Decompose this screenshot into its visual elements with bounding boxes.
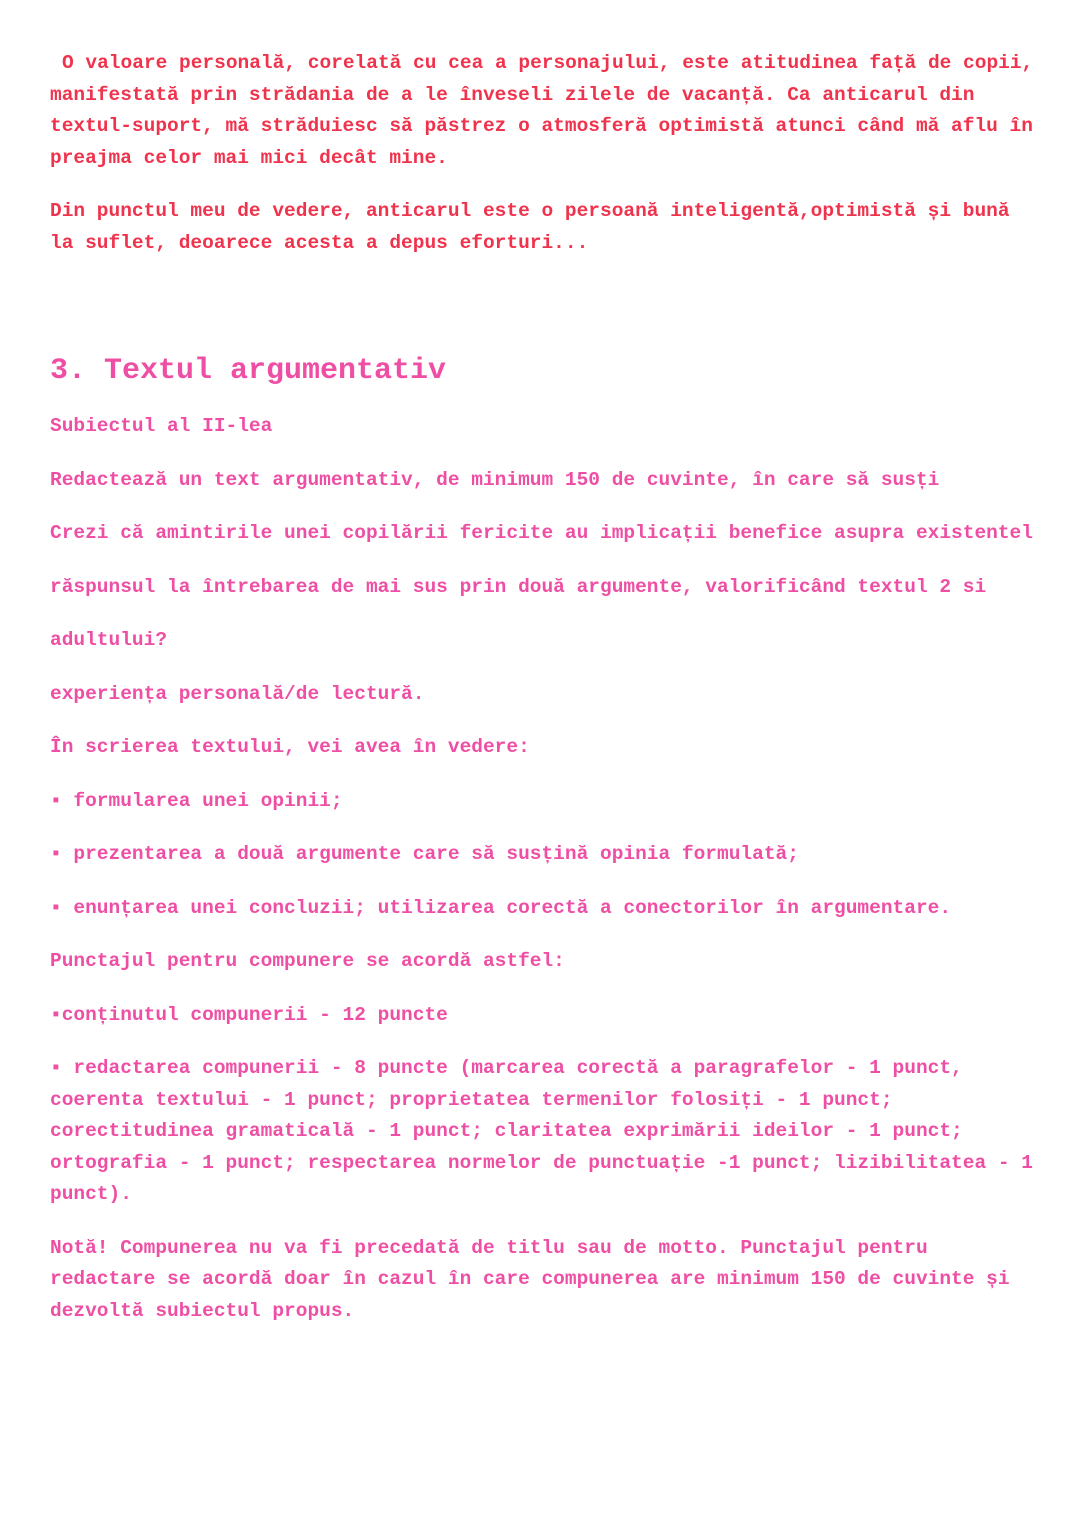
intro-paragraph-1 [50,48,1040,174]
requirement-item: ▪ formularea unei opinii; [50,789,343,812]
heading-spacer [50,391,1040,411]
document-page [50,48,1040,1349]
scoring-item: ▪conținutul compunerii - 12 puncte [50,1003,448,1026]
requirement-item: ▪ prezentarea a două argumente care să susțină opinia formulată; [50,843,799,865]
section-heading: 3. Textul argumentativ [50,354,447,388]
intro-paragraph-2: Din punctul meu de vedere, anticarul este o persoană inteligentă,optimistă și bună la suflet, deoarece acesta a depus eforturi... [50,200,1010,254]
task-question: Crezi că amintirile unei copilării fericite au implicații benefice asupra existentel [50,522,1033,544]
intro-paragraph-1-text: O valoare personală, corelată cu cea a personajului, este atitudinea față de copii, manifestată prin strădania de a le înveseli zilele de vacanță. Ca anticarul din textul-suport, mă străduiesc să păstrez o atmosferă optimistă atunci când mă aflu în preajma celor mai mici decât mine. [50,52,1034,169]
scoring-intro: Punctajul pentru compunere se acordă astfel: [50,950,565,972]
writing-intro: În scrierea textului, vei avea în vedere: [50,736,530,758]
section-spacer [50,281,1040,351]
task-instruction: Redactează un text argumentativ, de minimum 150 de cuvinte, în care să susți [50,468,940,491]
experience-line: experiența personală/de lectură. [50,682,425,705]
scoring-item: ▪ redactarea compunerii - 8 puncte (marcarea corectă a paragrafelor - 1 punct, coerenta textului - 1 punct; proprietatea termenilor folosiți - 1 punct; corectitudinea gramaticală - 1 punct; claritatea exprimării ideilor - 1 punct; ortografia - 1 punct; respectarea normelor de punctuație -1 punct; lizibilitatea - 1 punct). [50,1057,1033,1205]
answer-instruction: răspunsul la întrebarea de mai sus prin două argumente, valorificând textul 2 si [50,575,987,598]
note-paragraph: Notă! Compunerea nu va fi precedată de titlu sau de motto. Punctajul pentru redactare se acordă doar în cazul în care compunerea are minimum 150 de cuvinte și dezvoltă subiectul propus. [50,1236,1010,1322]
question-end: adultului? [50,629,168,651]
subject-label: Subiectul al II-lea [50,415,273,437]
requirement-item: ▪ enunțarea unei concluzii; utilizarea corectă a conectorilor în argumentare. [50,896,952,919]
